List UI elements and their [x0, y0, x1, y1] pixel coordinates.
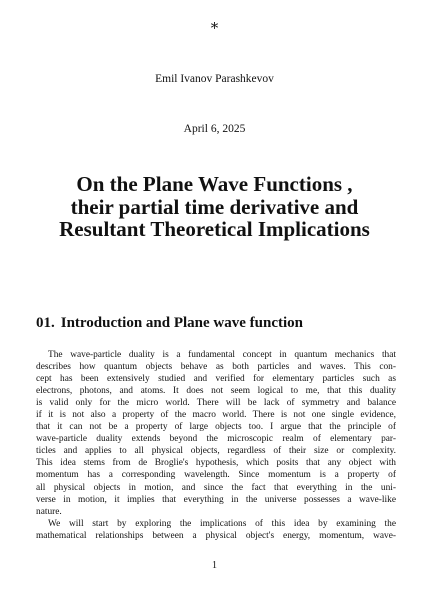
title-line: their partial time derivative and [70, 194, 359, 219]
body-line: describes how quantum objects behave as both particles and waves. This con- [36, 362, 396, 373]
paper-title [20, 173, 409, 241]
page-number: 1 [212, 560, 217, 571]
body-line: verse in motion, it implies that everything in the universe possesses a wave-like [36, 494, 396, 505]
body-line: cept has been extensively studied and verified for elementary particles such as [36, 374, 396, 385]
footnote-star: * [210, 19, 219, 37]
body-line: wave-particle duality extends beyond the microscopic realm of elementary par- [36, 434, 396, 445]
author-name: Emil Ivanov Parashkevov [155, 73, 274, 85]
body-line: nature. [36, 506, 62, 517]
body-paragraphs [36, 349, 396, 542]
body-line: all physical objects in motion, and since the fact that everything in the uni- [36, 482, 396, 493]
body-line: ticles and applies to all physical objects, regardless of their size or complexity. [36, 446, 396, 457]
body-line: mathematical relationships between a physical object's energy, momentum, wave- [36, 530, 396, 541]
title-line: Resultant Theoretical Implications [59, 217, 370, 241]
title-line: On the Plane Wave Functions , [76, 172, 353, 196]
body-line: This idea stems from de Broglie's hypothesis, which posits that any object with [36, 458, 396, 469]
body-line: momentum has a corresponding wavelength. Since momentum is a property of [36, 470, 396, 481]
body-line: is valid only for the micro world. There will be lack of symmetry and balance [36, 398, 396, 409]
body-line: We will start by exploring the implications of this idea by examining the [48, 518, 396, 529]
body-line: that it can not be a property of large objects too. I argue that the principle of [36, 422, 396, 433]
body-line: if it is not also a property of the macro world. There is not one single evidence, [36, 410, 396, 421]
section-title: Introduction and Plane wave function [60, 315, 304, 331]
section-number: 01. [36, 315, 55, 331]
section-heading [36, 314, 396, 332]
publication-date: April 6, 2025 [183, 123, 246, 135]
body-line: electrons, photons, and atoms. It does not seem logical to me, that this duality [36, 386, 396, 397]
body-line: The wave-particle duality is a fundamental concept in quantum mechanics that [48, 350, 396, 360]
